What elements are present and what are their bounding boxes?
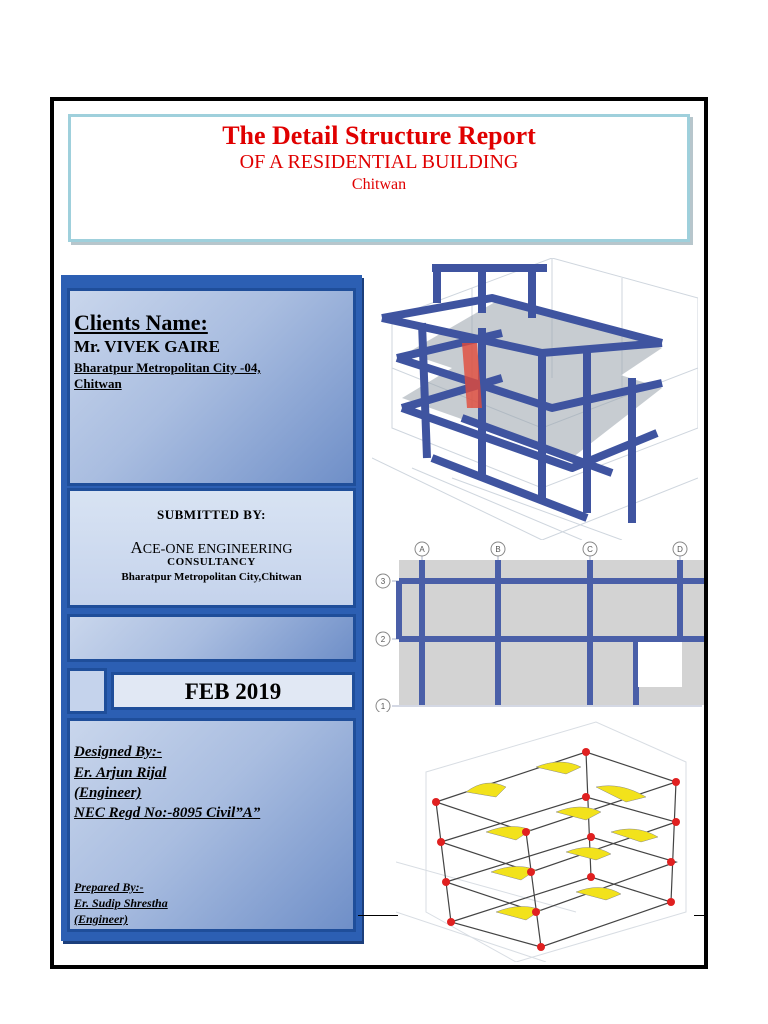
company-initial: A [130, 538, 143, 557]
submitted-heading: SUBMITTED BY: [157, 507, 266, 522]
prepared-by-label: Prepared By:- [74, 880, 144, 894]
plan-col-a: A [419, 545, 425, 554]
designed-by-label: Designed By:- [74, 744, 162, 760]
company-name-rest: CE-ONE ENGINEERING [142, 542, 293, 557]
report-subtitle: OF A RESIDENTIAL BUILDING [239, 151, 519, 173]
divider-line-right [694, 915, 708, 916]
empty-block [67, 614, 356, 662]
date-block [111, 672, 355, 710]
plan-row-3: 3 [380, 577, 386, 586]
3d-frame-model-image [372, 258, 698, 540]
client-address-line1: Bharatpur Metropolitan City -04, [74, 360, 261, 375]
designer-name: Er. Arjun Rijal [74, 765, 167, 781]
designer-title: (Engineer) [74, 785, 142, 801]
plan-col-b: B [495, 545, 501, 554]
client-address-line2: Chitwan [74, 376, 122, 391]
divider-line [358, 915, 398, 916]
floor-plan-image [372, 540, 708, 712]
client-name: Mr. VIVEK GAIRE [74, 337, 220, 356]
client-heading: Clients Name: [74, 310, 208, 335]
date-text: FEB 2019 [184, 679, 282, 704]
company-name-2: CONSULTANCY [167, 556, 256, 568]
plan-col-c: C [587, 545, 593, 554]
preparer-name: Er. Sudip Shrestha [74, 896, 168, 910]
plan-col-d: D [677, 545, 683, 554]
plan-row-2: 2 [380, 635, 386, 644]
company-name [67, 538, 356, 558]
title-box [68, 114, 690, 242]
client-address [74, 360, 261, 392]
plan-row-1: 1 [380, 702, 386, 711]
report-location: Chitwan [351, 176, 407, 193]
designer-regd: NEC Regd No:-8095 Civil”A” [74, 805, 261, 821]
analysis-diagram-image [396, 712, 706, 962]
company-address: Bharatpur Metropolitan City,Chitwan [121, 571, 302, 583]
notch-block [67, 668, 107, 714]
preparer-title: (Engineer) [74, 912, 128, 926]
report-title: The Detail Structure Report [222, 121, 536, 150]
